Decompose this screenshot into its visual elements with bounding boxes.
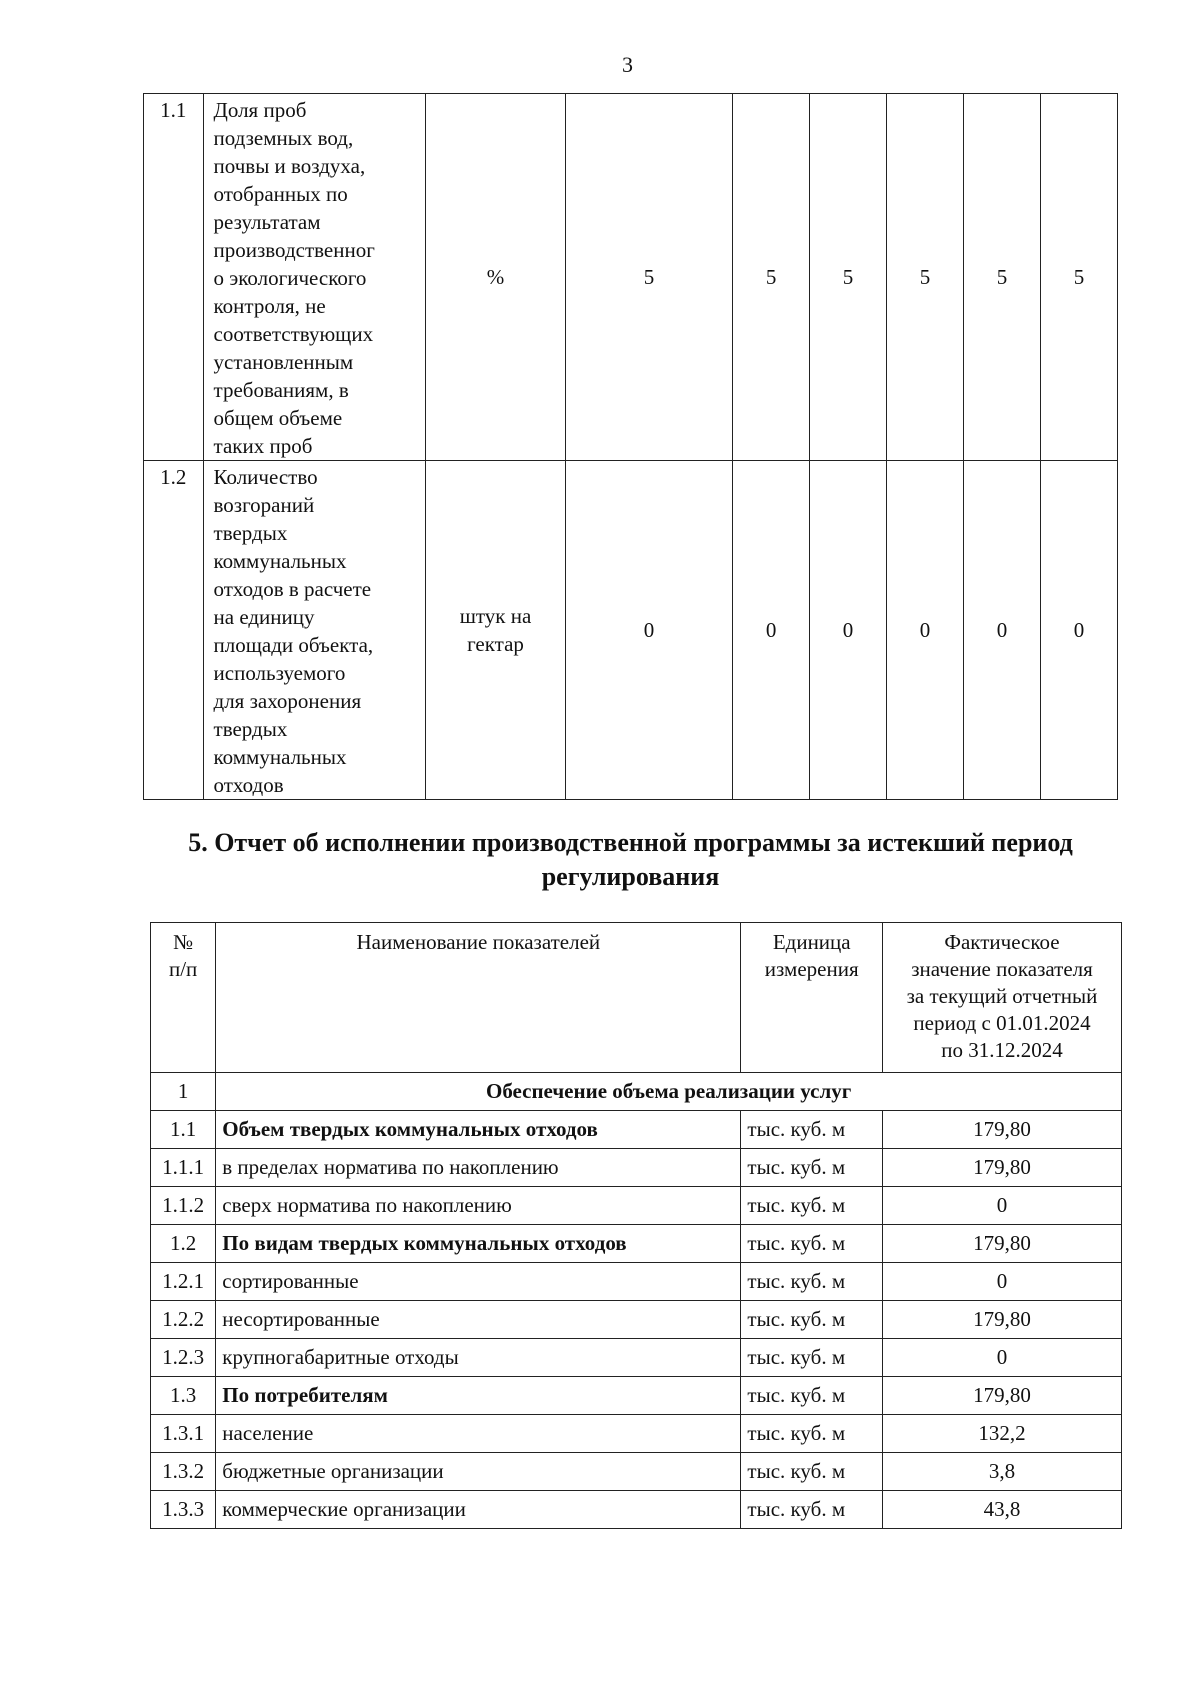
- row-value: 179,80: [883, 1301, 1122, 1339]
- row-number: 1.1.1: [151, 1149, 216, 1187]
- table-row: [151, 1377, 1122, 1415]
- row-unit: тыс. куб. м: [741, 1491, 883, 1529]
- table-row: [151, 1225, 1122, 1263]
- row-value: 179,80: [883, 1149, 1122, 1187]
- row-name: крупногабаритные отходы: [216, 1339, 741, 1377]
- row-name: население: [216, 1415, 741, 1453]
- row-unit: тыс. куб. м: [741, 1111, 883, 1149]
- row-name: сверх норматива по накоплению: [216, 1187, 741, 1225]
- table-row: [151, 1149, 1122, 1187]
- table-row: [151, 1187, 1122, 1225]
- value-cell: 0: [963, 461, 1040, 800]
- indicator-name: Доля проб подземных вод, почвы и воздуха, отобранных по результатам производственног о экологического контроля, не соответствующих установленным требованиям, в общем объеме таких проб: [203, 94, 426, 461]
- table-row: [151, 1415, 1122, 1453]
- row-value: 0: [883, 1263, 1122, 1301]
- value-cell: 5: [565, 94, 732, 461]
- row-number: 1.2.3: [151, 1339, 216, 1377]
- value-cell: 5: [1040, 94, 1117, 461]
- page-number: 3: [622, 52, 633, 77]
- row-value: 0: [883, 1339, 1122, 1377]
- row-number: 1.2: [151, 1225, 216, 1263]
- table-header-row: [151, 923, 1122, 1073]
- row-number: 1.3: [151, 1377, 216, 1415]
- row-unit: тыс. куб. м: [741, 1263, 883, 1301]
- row-unit: тыс. куб. м: [741, 1377, 883, 1415]
- value-cell: 5: [963, 94, 1040, 461]
- table-row: [151, 1263, 1122, 1301]
- value-cell: 0: [810, 461, 887, 800]
- row-number: 1.3.3: [151, 1491, 216, 1529]
- report-table: [150, 922, 1122, 1529]
- table-row: [144, 94, 1118, 461]
- row-name: в пределах норматива по накоплению: [216, 1149, 741, 1187]
- row-value: 179,80: [883, 1225, 1122, 1263]
- row-number: 1.3.2: [151, 1453, 216, 1491]
- row-unit: тыс. куб. м: [741, 1149, 883, 1187]
- value-cell: 0: [1040, 461, 1117, 800]
- indicator-name: Количество возгораний твердых коммунальных отходов в расчете на единицу площади объекта, используемого для захоронения твердых коммунальных отходов: [203, 461, 426, 800]
- table-row: [144, 461, 1118, 800]
- header-value: Фактическое значение показателя за текущий отчетный период с 01.01.2024 по 31.12.2024: [883, 923, 1122, 1073]
- row-number: 1.2: [144, 461, 204, 800]
- row-number: 1.1: [151, 1111, 216, 1149]
- row-number: 1.2.1: [151, 1263, 216, 1301]
- row-unit: тыс. куб. м: [741, 1187, 883, 1225]
- row-unit: тыс. куб. м: [741, 1301, 883, 1339]
- row-name: Объем твердых коммунальных отходов: [216, 1111, 741, 1149]
- row-value: 179,80: [883, 1377, 1122, 1415]
- section-title: Обеспечение объема реализации услуг: [216, 1073, 1122, 1111]
- row-value: 179,80: [883, 1111, 1122, 1149]
- unit-cell: штук на гектар: [426, 461, 566, 800]
- row-unit: тыс. куб. м: [741, 1453, 883, 1491]
- row-unit: тыс. куб. м: [741, 1339, 883, 1377]
- row-unit: тыс. куб. м: [741, 1415, 883, 1453]
- table-row: [151, 1301, 1122, 1339]
- table-row: [151, 1453, 1122, 1491]
- row-number: 1.2.2: [151, 1301, 216, 1339]
- section-heading: 5. Отчет об исполнении производственной программы за истекший период регулирования: [188, 828, 1073, 891]
- table-row: [151, 1111, 1122, 1149]
- row-number: 1.3.1: [151, 1415, 216, 1453]
- row-number: 1.1: [144, 94, 204, 461]
- table-row: [151, 1073, 1122, 1111]
- header-unit: Единица измерения: [741, 923, 883, 1073]
- header-name: Наименование показателей: [216, 923, 741, 1073]
- row-name: По потребителям: [216, 1377, 741, 1415]
- row-value: 43,8: [883, 1491, 1122, 1529]
- row-name: бюджетные организации: [216, 1453, 741, 1491]
- value-cell: 5: [887, 94, 964, 461]
- row-name: коммерческие организации: [216, 1491, 741, 1529]
- row-name: сортированные: [216, 1263, 741, 1301]
- table-row: [151, 1491, 1122, 1529]
- row-value: 0: [883, 1187, 1122, 1225]
- row-name: несортированные: [216, 1301, 741, 1339]
- value-cell: 0: [887, 461, 964, 800]
- unit-cell: %: [426, 94, 566, 461]
- value-cell: 0: [733, 461, 810, 800]
- row-name: По видам твердых коммунальных отходов: [216, 1225, 741, 1263]
- row-unit: тыс. куб. м: [741, 1225, 883, 1263]
- value-cell: 5: [810, 94, 887, 461]
- row-number: 1: [151, 1073, 216, 1111]
- indicators-table: [143, 93, 1118, 800]
- row-number: 1.1.2: [151, 1187, 216, 1225]
- row-value: 3,8: [883, 1453, 1122, 1491]
- row-value: 132,2: [883, 1415, 1122, 1453]
- value-cell: 0: [565, 461, 732, 800]
- header-number: № п/п: [151, 923, 216, 1073]
- value-cell: 5: [733, 94, 810, 461]
- table-row: [151, 1339, 1122, 1377]
